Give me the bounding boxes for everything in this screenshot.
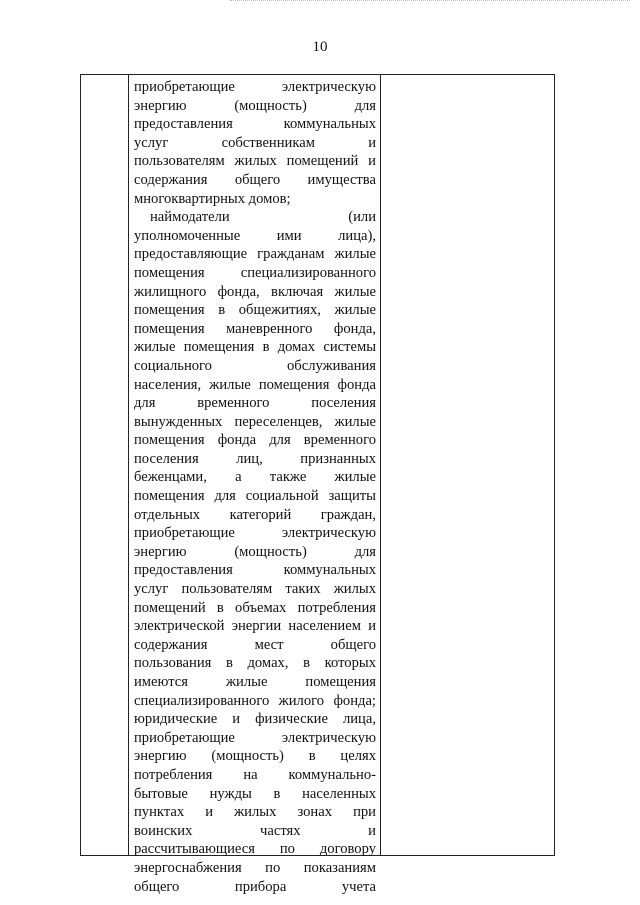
- text-line: уполномоченные ими лица),: [134, 227, 376, 244]
- text-line: воинских частях и: [134, 822, 376, 839]
- description-paragraph-3: [134, 710, 376, 896]
- text-line: отдельных категорий граждан,: [134, 506, 376, 523]
- text-line: многоквартирных домов;: [134, 190, 291, 207]
- text-line: для временного поселения: [134, 395, 376, 412]
- text-line: энергоснабжения по показаниям: [134, 859, 376, 876]
- text-line: энергию (мощность) в целях: [134, 748, 376, 765]
- text-line: энергию (мощность) для: [134, 97, 376, 114]
- description-cell: [134, 78, 376, 896]
- scan-top-edge: [230, 0, 630, 5]
- text-line: приобретающие электрическую: [134, 729, 376, 746]
- table-right-border: [554, 74, 555, 856]
- text-line: приобретающие электрическую: [134, 525, 376, 542]
- text-line: предоставления коммунальных: [134, 116, 376, 133]
- text-line: жилые помещения в домах системы: [134, 339, 376, 356]
- text-line: юридические и физические лица,: [134, 711, 376, 728]
- text-line: потребления на коммунально-: [134, 766, 376, 783]
- text-line: услуг пользователям таких жилых: [134, 581, 376, 598]
- text-line: пунктах и жилых зонах при: [134, 804, 376, 821]
- text-line: специализированного жилого фонда;: [134, 692, 376, 709]
- text-line: наймодатели (или: [150, 209, 376, 226]
- text-line: электрической энергии населением и: [134, 618, 376, 635]
- text-line: энергию (мощность) для: [134, 543, 376, 560]
- text-line: услуг собственникам и: [134, 134, 376, 151]
- text-line: содержания мест общего: [134, 636, 376, 653]
- text-line: содержания общего имущества: [134, 171, 376, 188]
- text-line: приобретающие электрическую: [134, 79, 376, 95]
- page-number: 10: [312, 39, 328, 55]
- text-line: помещения маневренного фонда,: [134, 320, 376, 337]
- text-line: жилищного фонда, включая жилые: [134, 283, 376, 300]
- table-left-border: [80, 74, 81, 856]
- description-paragraph-1: [134, 78, 376, 208]
- column-divider-1: [128, 74, 129, 856]
- text-line: предоставления коммунальных: [134, 562, 376, 579]
- description-paragraph-2: [134, 208, 376, 710]
- text-line: беженцами, а также жилые: [134, 469, 376, 486]
- table-top-border: [80, 74, 555, 75]
- text-line: вынужденных переселенцев, жилые: [134, 413, 376, 430]
- text-line: помещения в общежитиях, жилые: [134, 302, 376, 319]
- text-line: пользователям жилых помещений и: [134, 153, 376, 170]
- text-line: социального обслуживания: [134, 357, 376, 374]
- column-divider-2: [380, 74, 381, 856]
- text-line: имеются жилые помещения: [134, 674, 376, 690]
- text-line: поселения лиц, признанных: [134, 450, 376, 467]
- text-line: населения, жилые помещения фонда: [134, 376, 376, 393]
- text-line: помещения специализированного: [134, 264, 376, 281]
- text-line: помещения фонда для временного: [134, 432, 376, 449]
- text-line: общего прибора учета: [134, 878, 376, 895]
- text-line: рассчитывающиеся по договору: [134, 841, 376, 858]
- text-line: помещений в объемах потребления: [134, 599, 376, 616]
- text-line: пользования в домах, в которых: [134, 655, 376, 672]
- text-line: помещения для социальной защиты: [134, 488, 376, 505]
- text-line: бытовые нужды в населенных: [134, 785, 376, 802]
- text-line: предоставляющие гражданам жилые: [134, 246, 376, 263]
